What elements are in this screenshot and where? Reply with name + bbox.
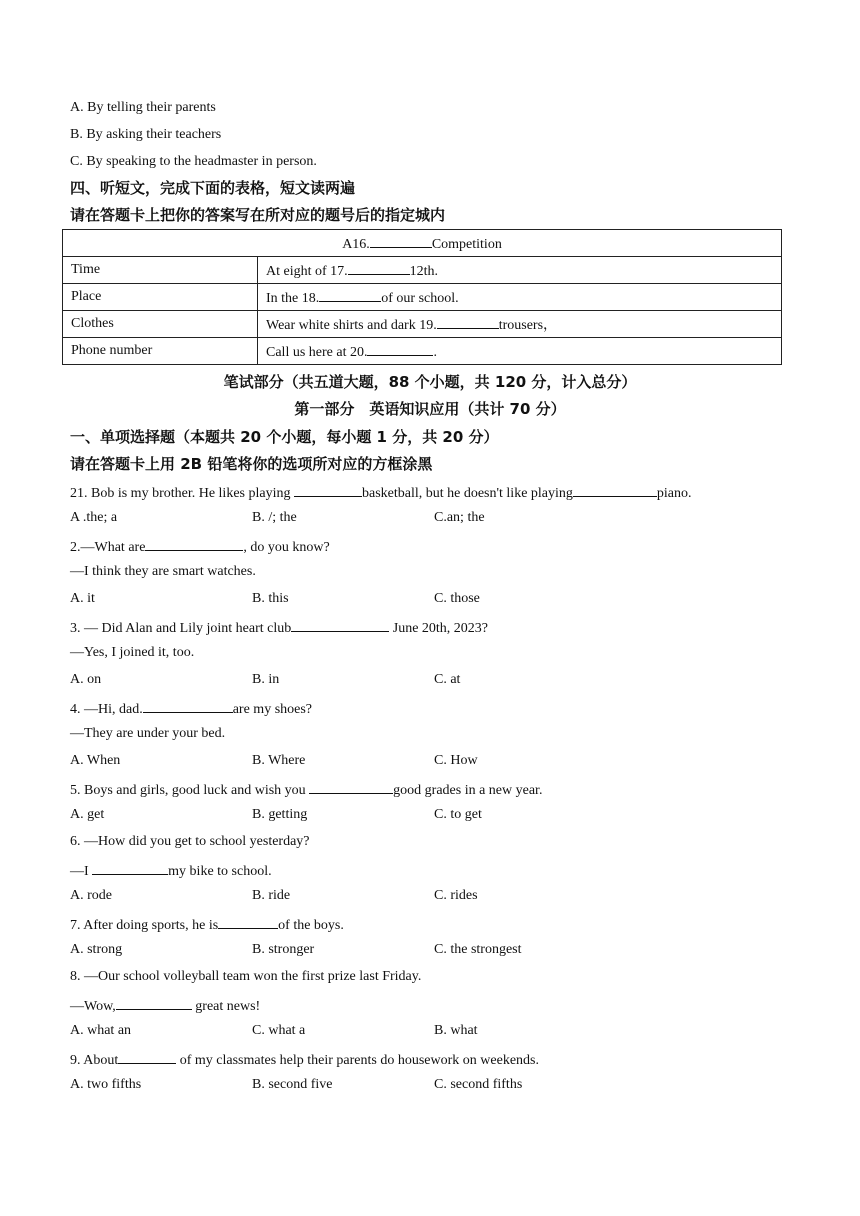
reply-text: —I (70, 864, 93, 879)
option-a[interactable]: A. what an (70, 1023, 132, 1038)
row-text: Wear white shirts and dark 19. (266, 318, 437, 333)
question-reply (70, 860, 272, 881)
question-reply (70, 995, 260, 1016)
option-a[interactable]: A. on (70, 672, 102, 687)
question-stem (70, 482, 692, 503)
answer-blank[interactable] (291, 617, 389, 632)
option-a[interactable]: A. When (70, 753, 121, 768)
option-b[interactable]: B. Where (252, 753, 306, 768)
stem-text: of my classmates help their parents do housework on weekends. (176, 1053, 539, 1068)
row-label-time: Time (63, 257, 258, 284)
part1-title: 第一部分 英语知识应用（共计 70 分） (294, 400, 566, 418)
stem-text: basketball, but he doesn't like playing (361, 486, 573, 501)
question-stem (70, 698, 312, 719)
stem-text: are my shoes? (232, 702, 313, 717)
stem-text: 5. Boys and girls, good luck and wish you (70, 783, 310, 798)
stem-text: 3. — Did Alan and Lily joint heart club (70, 621, 292, 636)
option-b[interactable]: B. what (434, 1023, 478, 1038)
stem-text: , do you know? (243, 540, 330, 555)
option-b[interactable]: B. second five (252, 1077, 333, 1092)
stem-text: piano. (656, 486, 692, 501)
table-row (63, 284, 782, 311)
row-text: trousers， (498, 318, 558, 333)
row-text: In the 18. (266, 291, 320, 306)
stem-text: 2.—What are (70, 540, 146, 555)
row-label-phone: Phone number (63, 338, 258, 365)
row-label-clothes: Clothes (63, 311, 258, 338)
option-c[interactable]: C. those (434, 591, 480, 606)
question-stem (70, 914, 344, 935)
option-a[interactable]: A. strong (70, 942, 123, 957)
section4-heading: 四、听短文，完成下面的表格，短文读两遍 (70, 179, 356, 197)
stem-text: 8. —Our school volleyball team won the first prize last Friday. (70, 969, 422, 984)
stem-text: 9. About (70, 1053, 119, 1068)
listening-option-a: A. By telling their parents (70, 100, 216, 115)
row-value-place (258, 284, 782, 311)
written-title: 笔试部分（共五道大题，88 个小题，共 120 分，计入总分） (223, 373, 637, 391)
row-value-clothes (258, 311, 782, 338)
option-a[interactable]: A .the; a (70, 510, 118, 525)
blank-17[interactable] (348, 260, 410, 275)
option-c[interactable]: C. second fifths (434, 1077, 523, 1092)
stem-text: of the boys. (278, 918, 344, 933)
stem-text: June 20th, 2023? (389, 621, 489, 636)
stem-text: good grades in a new year. (393, 783, 543, 798)
option-a[interactable]: A. two fifths (70, 1077, 142, 1092)
option-a[interactable]: A. rode (70, 888, 112, 903)
stem-text: 4. —Hi, dad. (70, 702, 143, 717)
blank-20[interactable] (367, 341, 433, 356)
answer-blank[interactable] (116, 995, 192, 1010)
option-c[interactable]: C. rides (434, 888, 478, 903)
question-stem (70, 833, 310, 851)
option-c[interactable]: C. to get (434, 807, 482, 822)
listening-option-b: B. By asking their teachers (70, 127, 222, 142)
stem-text: 7. After doing sports, he is (70, 918, 219, 933)
answer-blank[interactable] (294, 482, 362, 497)
stem-text: 6. —How did you get to school yesterday? (70, 834, 310, 849)
option-b[interactable]: B. in (252, 672, 280, 687)
blank-18[interactable] (319, 287, 381, 302)
blank-16[interactable] (370, 233, 432, 248)
section1-heading: 一、单项选择题（本题共 20 个小题，每小题 1 分，共 20 分） (70, 428, 499, 446)
row-value-phone (258, 338, 782, 365)
option-a[interactable]: A. get (70, 807, 105, 822)
question-reply: —I think they are smart watches. (70, 564, 256, 579)
table-row (63, 338, 782, 365)
row-text: 12th. (409, 264, 439, 279)
row-text: At eight of 17. (266, 264, 348, 279)
option-a[interactable]: A. it (70, 591, 95, 606)
answer-blank[interactable] (92, 860, 168, 875)
question-reply: —They are under your bed. (70, 726, 226, 741)
option-c[interactable]: C. at (434, 672, 461, 687)
table-row (63, 311, 782, 338)
question-stem (70, 1049, 539, 1070)
answer-blank[interactable] (143, 698, 233, 713)
answer-blank[interactable] (145, 536, 243, 551)
option-b[interactable]: B. this (252, 591, 289, 606)
question-reply: —Yes, I joined it, too. (70, 645, 195, 660)
listening-option-c: C. By speaking to the headmaster in person. (70, 154, 317, 169)
row-text: of our school. (381, 291, 459, 306)
option-c[interactable]: C. what a (252, 1023, 306, 1038)
row-label-place: Place (63, 284, 258, 311)
table-title-row (63, 230, 782, 257)
option-b[interactable]: B. ride (252, 888, 291, 903)
question-stem (70, 779, 542, 800)
row-value-time (258, 257, 782, 284)
reply-text: my bike to school. (168, 864, 272, 879)
table-title-prefix: A16. (342, 237, 370, 252)
option-c[interactable]: C. the strongest (434, 942, 522, 957)
question-stem (70, 968, 421, 986)
row-text: Call us here at 20. (266, 345, 368, 360)
section4-instruction: 请在答题卡上把你的答案写在所对应的题号后的指定城内 (70, 206, 446, 224)
stem-text: 21. Bob is my brother. He likes playing (70, 486, 294, 501)
reply-text: —Wow, (70, 999, 116, 1014)
answer-blank[interactable] (573, 482, 657, 497)
option-c[interactable]: C.an; the (434, 510, 485, 525)
table-title-suffix: Competition (431, 237, 502, 252)
answer-blank[interactable] (118, 1049, 176, 1064)
question-stem (70, 617, 488, 638)
answer-blank[interactable] (218, 914, 278, 929)
reply-text: great news! (191, 999, 261, 1014)
section1-instruction: 请在答题卡上用 2B 铅笔将你的选项所对应的方框涂黑 (70, 455, 433, 473)
blank-19[interactable] (437, 314, 499, 329)
question-stem (70, 536, 330, 557)
option-b[interactable]: B. stronger (252, 942, 315, 957)
row-text: . (433, 345, 437, 360)
answer-table (62, 229, 782, 365)
option-b[interactable]: B. getting (252, 807, 308, 822)
table-row (63, 257, 782, 284)
option-b[interactable]: B. /; the (252, 510, 297, 525)
table-title (63, 230, 782, 257)
option-c[interactable]: C. How (434, 753, 478, 768)
answer-blank[interactable] (309, 779, 393, 794)
